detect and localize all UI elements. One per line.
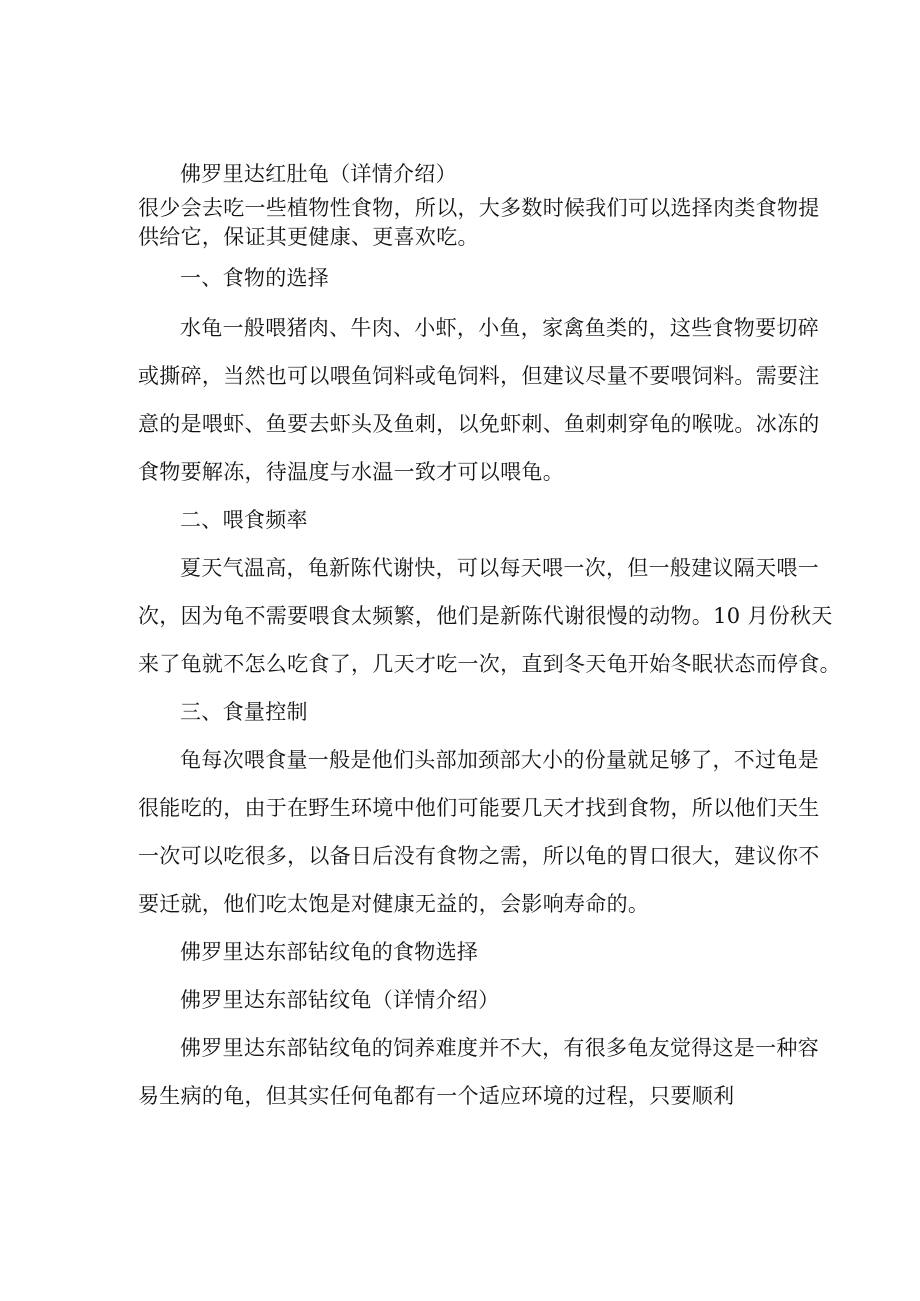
intro-line-2: 供给它，保证其更健康、更喜欢吃。 [138, 225, 479, 249]
article-title: 佛罗里达红肚龟（详情介绍） [180, 162, 457, 186]
article-title-2: 佛罗里达东部钻纹龟（详情介绍） [180, 988, 500, 1012]
section-3-line-3: 一次可以吃很多，以备日后没有食物之需，所以龟的胃口很大，建议你不 [138, 844, 820, 868]
subtitle-food-choice: 佛罗里达东部钻纹龟的食物选择 [180, 940, 479, 964]
section-1-line-2: 或撕碎，当然也可以喂鱼饲料或龟饲料，但建议尽量不要喂饲料。需要注 [138, 364, 820, 388]
section-3-line-2: 很能吃的，由于在野生环境中他们可能要几天才找到食物，所以他们天生 [138, 796, 820, 820]
closing-line-1: 佛罗里达东部钻纹龟的饲养难度并不大，有很多龟友觉得这是一种容 [180, 1036, 819, 1060]
section-3-heading: 三、食量控制 [180, 700, 308, 724]
section-1-line-4: 食物要解冻，待温度与水温一致才可以喂龟。 [138, 460, 564, 484]
intro-line-1: 很少会去吃一些植物性食物，所以，大多数时候我们可以选择肉类食物提 [138, 196, 820, 220]
section-2-line-2: 次，因为龟不需要喂食太频繁，他们是新陈代谢很慢的动物。10 月份秋天 [138, 604, 833, 628]
section-1-line-1: 水龟一般喂猪肉、牛肉、小虾，小鱼，家禽鱼类的，这些食物要切碎 [180, 316, 819, 340]
closing-line-2: 易生病的龟，但其实任何龟都有一个适应环境的过程，只要顺利 [138, 1084, 735, 1108]
section-1-line-3: 意的是喂虾、鱼要去虾头及鱼刺，以免虾刺、鱼刺刺穿龟的喉咙。冰冻的 [138, 412, 820, 436]
section-3-line-4: 要迁就，他们吃太饱是对健康无益的，会影响寿命的。 [138, 892, 650, 916]
section-2-heading: 二、喂食频率 [180, 508, 308, 532]
section-2-line-1: 夏天气温高，龟新陈代谢快，可以每天喂一次，但一般建议隔天喂一 [180, 556, 819, 580]
section-2-line-3: 来了龟就不怎么吃食了，几天才吃一次，直到冬天龟开始冬眠状态而停食。 [138, 652, 841, 676]
section-1-heading: 一、食物的选择 [180, 266, 330, 290]
section-3-line-1: 龟每次喂食量一般是他们头部加颈部大小的份量就足够了，不过龟是 [180, 748, 819, 772]
